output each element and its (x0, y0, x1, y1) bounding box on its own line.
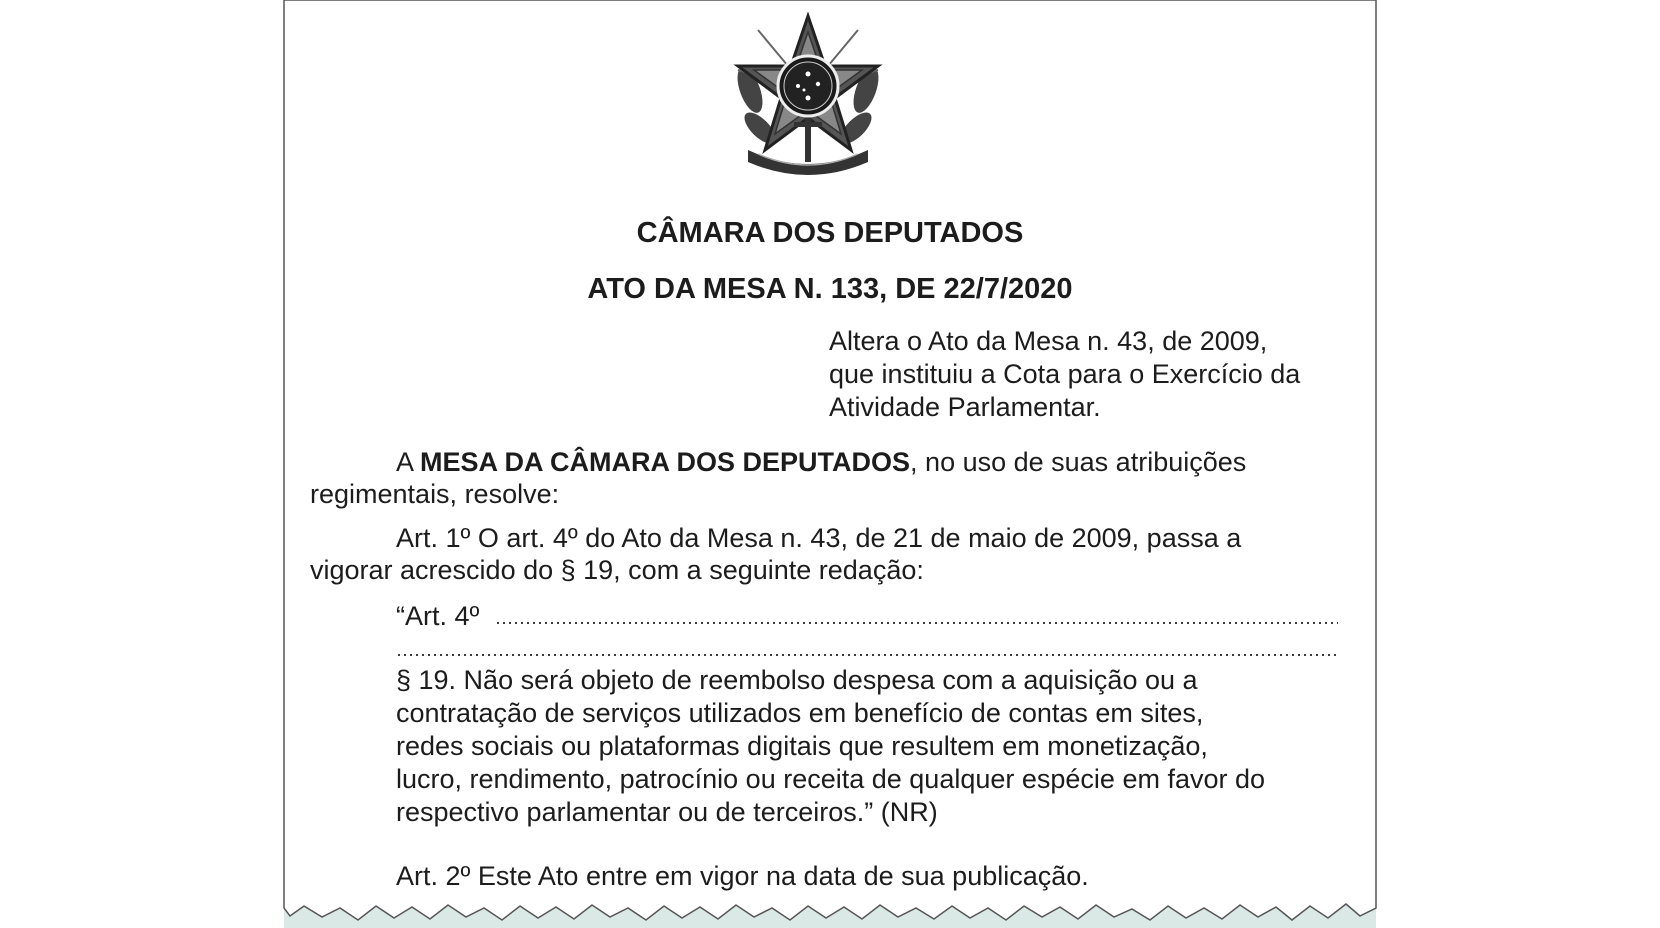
ellipsis-dots (396, 654, 1338, 656)
article-2: Art. 2º Este Ato entre em vigor na data de sua publicação. (396, 861, 1089, 891)
preamble-prefix: A (396, 447, 421, 477)
paragraph-19-line: redes sociais ou plataformas digitais que resultem em monetização, (396, 731, 1208, 761)
ellipsis-dots (495, 622, 1338, 624)
brazil-coat-of-arms-icon (728, 10, 888, 182)
quoted-article-4-label: “Art. 4º (396, 601, 480, 631)
paragraph-19-line: § 19. Não será objeto de reembolso despesa com a aquisição ou a (396, 665, 1198, 695)
preamble-line (310, 446, 1346, 478)
institution-title: CÂMARA DOS DEPUTADOS (636, 217, 1024, 249)
paragraph-19-line: contratação de serviços utilizados em benefício de contas em sites, (396, 698, 1204, 728)
article-1 (310, 522, 1346, 586)
preamble-paragraph (310, 446, 1346, 510)
preamble-emphasis: MESA DA CÂMARA DOS DEPUTADOS (420, 447, 911, 477)
ementa (829, 325, 1348, 424)
paragraph-19 (396, 664, 1346, 829)
article-1-line: Art. 1º O art. 4º do Ato da Mesa n. 43, de 21 de maio de 2009, passa a (396, 523, 1242, 553)
act-title: ATO DA MESA N. 133, DE 22/7/2020 (587, 273, 1073, 305)
paragraph-19-line: lucro, rendimento, patrocínio ou receita de qualquer espécie em favor do (396, 764, 1266, 794)
preamble-line-2: regimentais, resolve: (310, 479, 560, 509)
ementa-line: Altera o Ato da Mesa n. 43, de 2009, (829, 326, 1268, 356)
article-1-line-2: vigorar acrescido do § 19, com a seguinte redação: (310, 555, 924, 585)
ementa-line: Atividade Parlamentar. (829, 392, 1101, 422)
preamble-suffix: , no uso de suas atribuições (910, 447, 1247, 477)
paragraph-19-line: respectivo parlamentar ou de terceiros.” (NR) (396, 797, 938, 827)
ementa-line: que instituiu a Cota para o Exercício da (829, 359, 1301, 389)
